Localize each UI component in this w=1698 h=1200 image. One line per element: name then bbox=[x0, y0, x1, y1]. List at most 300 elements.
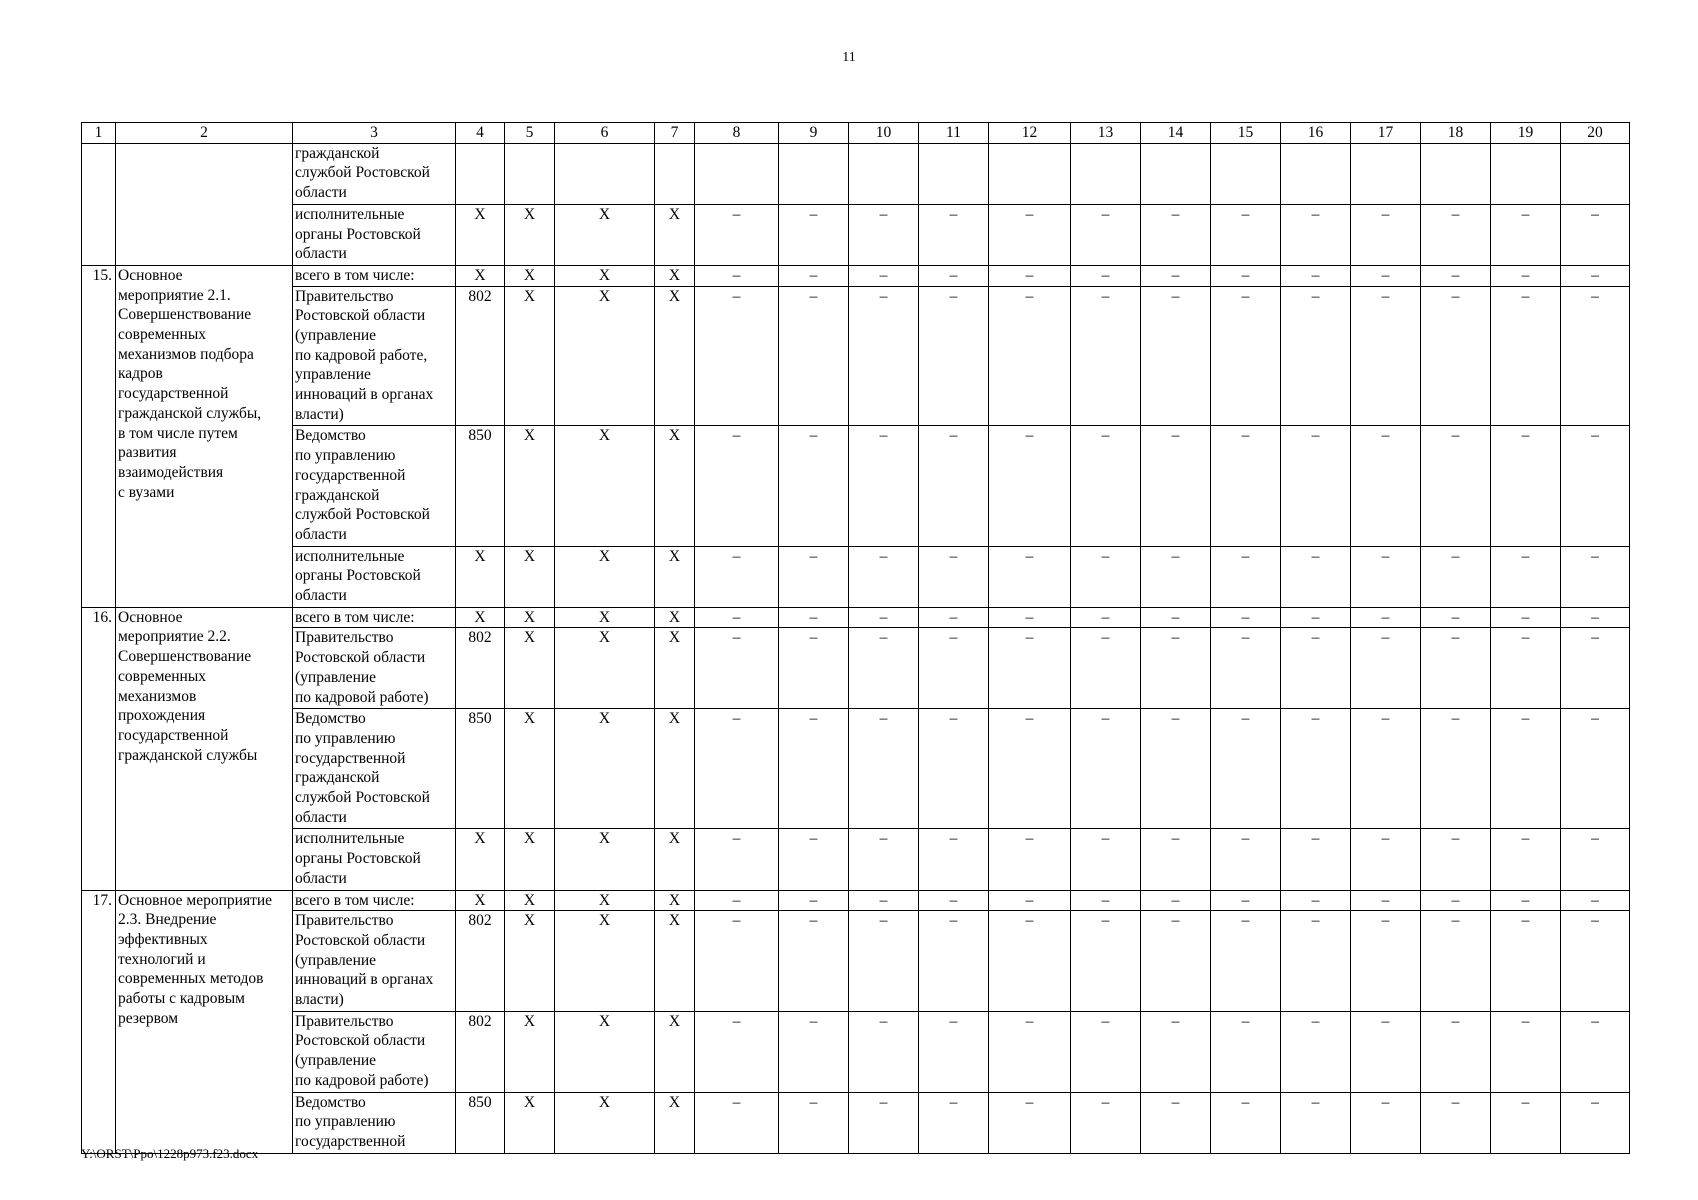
executor-line: Ростовской области bbox=[295, 649, 426, 667]
executor-line: Ведомство bbox=[295, 710, 366, 728]
value-cell-5: X bbox=[505, 1011, 555, 1092]
dash-cell-14: – bbox=[1141, 709, 1211, 829]
value-cell-6: X bbox=[555, 204, 655, 265]
dash-cell-20: – bbox=[1561, 709, 1630, 829]
dash-cell-19: – bbox=[1491, 1092, 1561, 1153]
name-line: эффективных bbox=[118, 930, 208, 948]
dash-cell-16: – bbox=[1281, 546, 1351, 607]
header-cell: 1 bbox=[82, 123, 116, 144]
dash-cell-19: – bbox=[1491, 709, 1561, 829]
dash-cell-13: – bbox=[1071, 286, 1141, 426]
executor-cell bbox=[293, 607, 456, 628]
dash-cell-17: – bbox=[1351, 890, 1421, 911]
value-cell-6: X bbox=[555, 286, 655, 426]
dash-cell-9: – bbox=[779, 286, 849, 426]
name-line: механизмов подбора bbox=[118, 345, 254, 363]
dash-cell-12: – bbox=[989, 829, 1071, 890]
dash-cell-8: – bbox=[695, 890, 779, 911]
dash-cell-20: – bbox=[1561, 911, 1630, 1012]
dash-cell-14: – bbox=[1141, 286, 1211, 426]
dash-cell-17: – bbox=[1351, 1011, 1421, 1092]
name-line: государственной bbox=[118, 385, 229, 403]
dash-cell-20: – bbox=[1561, 829, 1630, 890]
executor-line: по кадровой работе, bbox=[295, 346, 428, 364]
value-cell-4: X bbox=[456, 829, 505, 890]
value-cell-5: X bbox=[505, 426, 555, 546]
dash-cell-14: – bbox=[1141, 607, 1211, 628]
dash-cell-10: – bbox=[849, 204, 919, 265]
executor-line: государственной bbox=[295, 466, 406, 484]
dash-cell-20: – bbox=[1561, 426, 1630, 546]
value-cell-6: X bbox=[555, 709, 655, 829]
dash-cell-13: – bbox=[1071, 890, 1141, 911]
dash-cell-9: – bbox=[779, 829, 849, 890]
dash-cell-13: – bbox=[1071, 546, 1141, 607]
dash-cell-20: – bbox=[1561, 265, 1630, 286]
value-cell-6: X bbox=[555, 890, 655, 911]
dash-cell-11: – bbox=[919, 1011, 989, 1092]
footer-path: Y:\ORST\Ppo\1228p973.f23.docx bbox=[81, 1146, 259, 1161]
dash-cell-11: – bbox=[919, 829, 989, 890]
dash-cell-13: – bbox=[1071, 1011, 1141, 1092]
dash-cell-8: – bbox=[695, 265, 779, 286]
name-line: современных bbox=[118, 667, 207, 685]
dash-cell-16: – bbox=[1281, 911, 1351, 1012]
executor-line: органы Ростовской bbox=[295, 225, 421, 243]
dash-cell-14: – bbox=[1141, 546, 1211, 607]
dash-cell-18 bbox=[1421, 143, 1491, 204]
value-cell-6: X bbox=[555, 265, 655, 286]
dash-cell-11: – bbox=[919, 709, 989, 829]
dash-cell-20: – bbox=[1561, 1011, 1630, 1092]
executor-line: гражданской bbox=[295, 144, 380, 162]
value-cell-4: 802 bbox=[456, 911, 505, 1012]
dash-cell-18: – bbox=[1421, 1011, 1491, 1092]
value-cell-4 bbox=[456, 143, 505, 204]
dash-cell-17: – bbox=[1351, 607, 1421, 628]
dash-cell-12: – bbox=[989, 607, 1071, 628]
name-line: прохождения bbox=[118, 707, 206, 725]
dash-cell-17: – bbox=[1351, 265, 1421, 286]
executor-line: власти) bbox=[295, 991, 344, 1009]
dash-cell-13: – bbox=[1071, 204, 1141, 265]
dash-cell-11: – bbox=[919, 1092, 989, 1153]
dash-cell-11: – bbox=[919, 265, 989, 286]
value-cell-4: X bbox=[456, 890, 505, 911]
value-cell-5: X bbox=[505, 265, 555, 286]
value-cell-6: X bbox=[555, 607, 655, 628]
dash-cell-18: – bbox=[1421, 286, 1491, 426]
executor-line: Правительство bbox=[295, 1012, 394, 1030]
value-cell-4: 850 bbox=[456, 1092, 505, 1153]
value-cell-4: X bbox=[456, 265, 505, 286]
dash-cell-19: – bbox=[1491, 265, 1561, 286]
dash-cell-14: – bbox=[1141, 426, 1211, 546]
executor-cell bbox=[293, 829, 456, 890]
executor-line: службой Ростовской bbox=[295, 506, 430, 524]
dash-cell-11: – bbox=[919, 607, 989, 628]
executor-line: инноваций в органах bbox=[295, 386, 434, 404]
dash-cell-12: – bbox=[989, 286, 1071, 426]
name-line: современных методов bbox=[118, 970, 264, 988]
dash-cell-13: – bbox=[1071, 607, 1141, 628]
dash-cell-18: – bbox=[1421, 607, 1491, 628]
header-cell: 20 bbox=[1561, 123, 1630, 144]
dash-cell-20: – bbox=[1561, 1092, 1630, 1153]
dash-cell-15: – bbox=[1211, 1011, 1281, 1092]
executor-line: Правительство bbox=[295, 287, 394, 305]
value-cell-5: X bbox=[505, 628, 555, 709]
value-cell-4: X bbox=[456, 607, 505, 628]
dash-cell-19: – bbox=[1491, 1011, 1561, 1092]
executor-line: гражданской bbox=[295, 769, 380, 787]
number-cell: 17. bbox=[82, 890, 116, 1153]
header-cell: 4 bbox=[456, 123, 505, 144]
table-row bbox=[82, 628, 1630, 709]
name-line: Совершенствование bbox=[118, 306, 252, 324]
dash-cell-14: – bbox=[1141, 911, 1211, 1012]
dash-cell-13 bbox=[1071, 143, 1141, 204]
value-cell-4: 850 bbox=[456, 709, 505, 829]
dash-cell-17: – bbox=[1351, 1092, 1421, 1153]
table-row bbox=[82, 143, 1630, 204]
dash-cell-12: – bbox=[989, 628, 1071, 709]
executor-line: по управлению bbox=[295, 729, 396, 747]
budget-table bbox=[81, 122, 1630, 1154]
dash-cell-17: – bbox=[1351, 546, 1421, 607]
executor-line: управление bbox=[295, 366, 371, 384]
dash-cell-15: – bbox=[1211, 829, 1281, 890]
dash-cell-13: – bbox=[1071, 911, 1141, 1012]
dash-cell-11: – bbox=[919, 911, 989, 1012]
value-cell-5: X bbox=[505, 546, 555, 607]
header-cell: 13 bbox=[1071, 123, 1141, 144]
value-cell-5: X bbox=[505, 286, 555, 426]
dash-cell-18: – bbox=[1421, 426, 1491, 546]
name-cell bbox=[116, 143, 293, 265]
header-cell: 16 bbox=[1281, 123, 1351, 144]
value-cell-4: X bbox=[456, 546, 505, 607]
executor-line: Ростовской области bbox=[295, 931, 426, 949]
dash-cell-9: – bbox=[779, 1011, 849, 1092]
value-cell-5: X bbox=[505, 911, 555, 1012]
dash-cell-15: – bbox=[1211, 204, 1281, 265]
number-cell: 15. bbox=[82, 265, 116, 607]
dash-cell-8: – bbox=[695, 709, 779, 829]
dash-cell-9: – bbox=[779, 890, 849, 911]
dash-cell-18: – bbox=[1421, 709, 1491, 829]
name-line: механизмов bbox=[118, 687, 197, 705]
dash-cell-19: – bbox=[1491, 628, 1561, 709]
value-cell-7: X bbox=[655, 546, 695, 607]
name-cell bbox=[116, 890, 293, 1153]
header-cell: 18 bbox=[1421, 123, 1491, 144]
dash-cell-8: – bbox=[695, 546, 779, 607]
dash-cell-8: – bbox=[695, 1092, 779, 1153]
header-cell: 8 bbox=[695, 123, 779, 144]
value-cell-4: 802 bbox=[456, 286, 505, 426]
executor-cell bbox=[293, 204, 456, 265]
name-line: мероприятие 2.1. bbox=[118, 286, 231, 304]
executor-line: всего в том числе: bbox=[295, 266, 415, 284]
dash-cell-9: – bbox=[779, 204, 849, 265]
dash-cell-17: – bbox=[1351, 426, 1421, 546]
value-cell-4: 802 bbox=[456, 628, 505, 709]
executor-line: области bbox=[295, 808, 347, 826]
dash-cell-9: – bbox=[779, 546, 849, 607]
dash-cell-12: – bbox=[989, 709, 1071, 829]
dash-cell-19 bbox=[1491, 143, 1561, 204]
name-line: кадров bbox=[118, 365, 163, 383]
dash-cell-18: – bbox=[1421, 911, 1491, 1012]
executor-cell bbox=[293, 628, 456, 709]
dash-cell-11: – bbox=[919, 890, 989, 911]
header-cell: 11 bbox=[919, 123, 989, 144]
executor-line: по кадровой работе) bbox=[295, 1071, 429, 1089]
dash-cell-17 bbox=[1351, 143, 1421, 204]
dash-cell-16: – bbox=[1281, 829, 1351, 890]
table-row bbox=[82, 911, 1630, 1012]
dash-cell-14: – bbox=[1141, 890, 1211, 911]
dash-cell-9: – bbox=[779, 628, 849, 709]
dash-cell-16: – bbox=[1281, 709, 1351, 829]
dash-cell-10: – bbox=[849, 607, 919, 628]
dash-cell-9: – bbox=[779, 709, 849, 829]
dash-cell-16: – bbox=[1281, 204, 1351, 265]
dash-cell-14: – bbox=[1141, 265, 1211, 286]
dash-cell-8: – bbox=[695, 628, 779, 709]
executor-cell bbox=[293, 286, 456, 426]
dash-cell-10 bbox=[849, 143, 919, 204]
dash-cell-19: – bbox=[1491, 426, 1561, 546]
dash-cell-12: – bbox=[989, 1092, 1071, 1153]
header-cell: 7 bbox=[655, 123, 695, 144]
dash-cell-18: – bbox=[1421, 628, 1491, 709]
name-line: гражданской службы, bbox=[118, 404, 262, 422]
table-row bbox=[82, 1092, 1630, 1153]
value-cell-6: X bbox=[555, 546, 655, 607]
value-cell-7: X bbox=[655, 265, 695, 286]
executor-line: по управлению bbox=[295, 1113, 396, 1131]
dash-cell-20: – bbox=[1561, 607, 1630, 628]
executor-line: государственной bbox=[295, 1132, 406, 1150]
dash-cell-8: – bbox=[695, 426, 779, 546]
executor-line: (управление bbox=[295, 1052, 377, 1070]
name-line: современных bbox=[118, 326, 207, 343]
header-cell: 3 bbox=[293, 123, 456, 144]
name-line: Основное bbox=[118, 266, 183, 284]
dash-cell-20 bbox=[1561, 143, 1630, 204]
name-line: Основное мероприятие bbox=[118, 891, 273, 909]
dash-cell-11: – bbox=[919, 204, 989, 265]
value-cell-7: X bbox=[655, 911, 695, 1012]
dash-cell-16: – bbox=[1281, 890, 1351, 911]
executor-line: области bbox=[295, 869, 347, 887]
value-cell-4: X bbox=[456, 204, 505, 265]
dash-cell-15: – bbox=[1211, 426, 1281, 546]
dash-cell-16: – bbox=[1281, 426, 1351, 546]
dash-cell-10: – bbox=[849, 628, 919, 709]
dash-cell-11: – bbox=[919, 628, 989, 709]
header-cell: 6 bbox=[555, 123, 655, 144]
dash-cell-9: – bbox=[779, 607, 849, 628]
dash-cell-15: – bbox=[1211, 911, 1281, 1012]
dash-cell-15: – bbox=[1211, 265, 1281, 286]
name-line: работы с кадровым bbox=[118, 990, 245, 1008]
dash-cell-13: – bbox=[1071, 829, 1141, 890]
dash-cell-17: – bbox=[1351, 204, 1421, 265]
dash-cell-10: – bbox=[849, 1092, 919, 1153]
name-line: развития bbox=[118, 444, 177, 462]
executor-cell bbox=[293, 709, 456, 829]
dash-cell-10: – bbox=[849, 829, 919, 890]
executor-line: инноваций в органах bbox=[295, 971, 434, 989]
executor-line: по кадровой работе) bbox=[295, 688, 429, 706]
dash-cell-16: – bbox=[1281, 607, 1351, 628]
dash-cell-8 bbox=[695, 143, 779, 204]
header-cell: 2 bbox=[116, 123, 293, 144]
dash-cell-8: – bbox=[695, 911, 779, 1012]
dash-cell-12: – bbox=[989, 265, 1071, 286]
dash-cell-20: – bbox=[1561, 286, 1630, 426]
value-cell-5: X bbox=[505, 890, 555, 911]
dash-cell-14 bbox=[1141, 143, 1211, 204]
header-cell: 10 bbox=[849, 123, 919, 144]
value-cell-7 bbox=[655, 143, 695, 204]
dash-cell-10: – bbox=[849, 286, 919, 426]
value-cell-7: X bbox=[655, 286, 695, 426]
executor-line: области bbox=[295, 245, 347, 263]
header-row bbox=[82, 123, 1630, 144]
name-line: с вузами bbox=[118, 483, 175, 501]
dash-cell-9: – bbox=[779, 1092, 849, 1153]
value-cell-6: X bbox=[555, 628, 655, 709]
dash-cell-12: – bbox=[989, 911, 1071, 1012]
dash-cell-18: – bbox=[1421, 265, 1491, 286]
dash-cell-10: – bbox=[849, 911, 919, 1012]
dash-cell-18: – bbox=[1421, 1092, 1491, 1153]
number-cell bbox=[82, 143, 116, 265]
table-row bbox=[82, 204, 1630, 265]
dash-cell-19: – bbox=[1491, 890, 1561, 911]
executor-line: Правительство bbox=[295, 912, 394, 930]
dash-cell-17: – bbox=[1351, 628, 1421, 709]
value-cell-4: 802 bbox=[456, 1011, 505, 1092]
dash-cell-11: – bbox=[919, 426, 989, 546]
table-row bbox=[82, 286, 1630, 426]
dash-cell-14: – bbox=[1141, 1011, 1211, 1092]
dash-cell-16: – bbox=[1281, 628, 1351, 709]
dash-cell-8: – bbox=[695, 1011, 779, 1092]
header-cell: 17 bbox=[1351, 123, 1421, 144]
executor-line: службой Ростовской bbox=[295, 789, 430, 807]
table-row bbox=[82, 1011, 1630, 1092]
dash-cell-11 bbox=[919, 143, 989, 204]
value-cell-6: X bbox=[555, 426, 655, 546]
table-row bbox=[82, 890, 1630, 911]
name-line: в том числе путем bbox=[118, 424, 238, 442]
dash-cell-19: – bbox=[1491, 546, 1561, 607]
value-cell-6: X bbox=[555, 911, 655, 1012]
dash-cell-14: – bbox=[1141, 628, 1211, 709]
executor-line: власти) bbox=[295, 405, 344, 423]
dash-cell-11: – bbox=[919, 286, 989, 426]
name-cell bbox=[116, 607, 293, 890]
page-number: 11 bbox=[842, 50, 856, 65]
dash-cell-19: – bbox=[1491, 204, 1561, 265]
executor-cell bbox=[293, 265, 456, 286]
executor-cell bbox=[293, 426, 456, 546]
value-cell-7: X bbox=[655, 204, 695, 265]
name-line: Основное bbox=[118, 608, 183, 626]
dash-cell-15: – bbox=[1211, 709, 1281, 829]
executor-line: органы Ростовской bbox=[295, 567, 421, 585]
value-cell-7: X bbox=[655, 426, 695, 546]
value-cell-7: X bbox=[655, 607, 695, 628]
executor-line: области bbox=[295, 526, 347, 543]
dash-cell-20: – bbox=[1561, 204, 1630, 265]
table-row bbox=[82, 426, 1630, 546]
value-cell-5: X bbox=[505, 829, 555, 890]
dash-cell-8: – bbox=[695, 286, 779, 426]
name-line: 2.3. Внедрение bbox=[118, 911, 217, 929]
dash-cell-16: – bbox=[1281, 265, 1351, 286]
dash-cell-15: – bbox=[1211, 286, 1281, 426]
dash-cell-11: – bbox=[919, 546, 989, 607]
dash-cell-17: – bbox=[1351, 829, 1421, 890]
dash-cell-10: – bbox=[849, 1011, 919, 1092]
header-cell: 9 bbox=[779, 123, 849, 144]
header-cell: 15 bbox=[1211, 123, 1281, 144]
table-row bbox=[82, 546, 1630, 607]
dash-cell-10: – bbox=[849, 709, 919, 829]
dash-cell-9 bbox=[779, 143, 849, 204]
dash-cell-12: – bbox=[989, 204, 1071, 265]
executor-cell bbox=[293, 1011, 456, 1092]
table-row bbox=[82, 709, 1630, 829]
name-line: резервом bbox=[118, 1009, 179, 1027]
dash-cell-18: – bbox=[1421, 204, 1491, 265]
dash-cell-8: – bbox=[695, 829, 779, 890]
dash-cell-10: – bbox=[849, 890, 919, 911]
dash-cell-12: – bbox=[989, 1011, 1071, 1092]
dash-cell-9: – bbox=[779, 911, 849, 1012]
table-row bbox=[82, 265, 1630, 286]
value-cell-5: X bbox=[505, 204, 555, 265]
dash-cell-18: – bbox=[1421, 890, 1491, 911]
executor-line: службой Ростовской bbox=[295, 164, 430, 182]
executor-line: всего в том числе: bbox=[295, 608, 415, 626]
dash-cell-15: – bbox=[1211, 607, 1281, 628]
dash-cell-15 bbox=[1211, 143, 1281, 204]
executor-line: области bbox=[295, 587, 347, 605]
executor-line: государственной bbox=[295, 749, 406, 767]
executor-line: всего в том числе: bbox=[295, 891, 415, 909]
dash-cell-18: – bbox=[1421, 829, 1491, 890]
executor-line: Ведомство bbox=[295, 427, 366, 445]
number-cell: 16. bbox=[82, 607, 116, 890]
dash-cell-10: – bbox=[849, 265, 919, 286]
dash-cell-17: – bbox=[1351, 286, 1421, 426]
dash-cell-12: – bbox=[989, 890, 1071, 911]
dash-cell-15: – bbox=[1211, 546, 1281, 607]
dash-cell-10: – bbox=[849, 546, 919, 607]
dash-cell-20: – bbox=[1561, 546, 1630, 607]
name-line: взаимодействия bbox=[118, 463, 224, 481]
dash-cell-19: – bbox=[1491, 829, 1561, 890]
value-cell-7: X bbox=[655, 1092, 695, 1153]
dash-cell-13: – bbox=[1071, 628, 1141, 709]
